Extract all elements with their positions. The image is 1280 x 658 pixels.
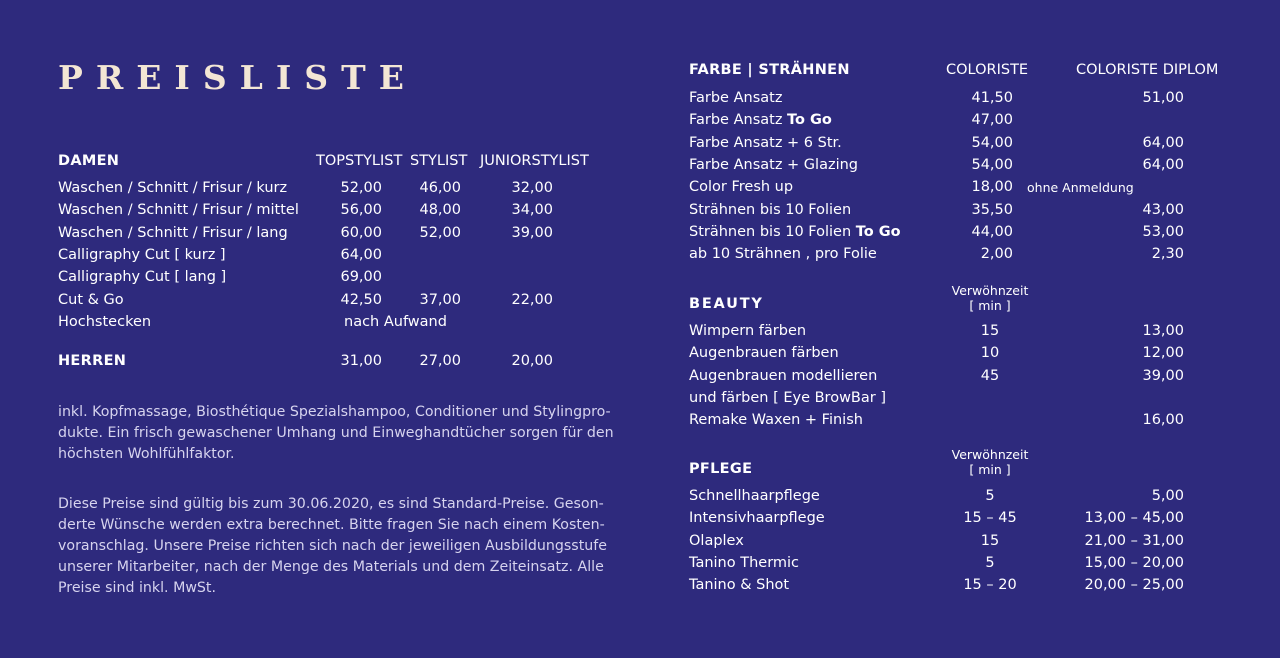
stylist-price: 37,00 — [419, 291, 461, 308]
col-juniorstylist: JUNIORSTYLIST — [480, 153, 589, 169]
time-header-unit: [ min ] — [969, 462, 1011, 477]
to-go-label: To Go — [787, 112, 832, 129]
service-label: Calligraphy Cut [ kurz ] — [58, 246, 226, 263]
service-label: Augenbrauen modellieren — [689, 367, 878, 384]
herren-stylist-price: 27,00 — [419, 353, 461, 369]
price-row — [0, 132, 1280, 154]
coloriste-price: 18,00 — [971, 179, 1013, 196]
top-price: 42,50 — [340, 291, 382, 308]
price-row — [0, 485, 1280, 507]
farbe-heading: FARBE | STRÄHNEN — [689, 62, 850, 78]
service-label: Hochstecken — [58, 313, 152, 330]
top-price: 60,00 — [340, 224, 382, 241]
price-row — [0, 266, 640, 288]
service-label: Tanino & Shot — [689, 577, 790, 594]
duration-minutes: 10 — [980, 345, 1000, 362]
service-price: 20,00 – 25,00 — [1084, 577, 1184, 594]
price-row — [0, 154, 1280, 176]
service-price: 5,00 — [1151, 488, 1184, 504]
service-label-text: Farbe Ansatz + Glazing — [689, 156, 858, 173]
damen-heading: DAMEN — [58, 153, 120, 169]
service-label: Waschen / Schnitt / Frisur / kurz — [58, 180, 288, 196]
note-line: höchsten Wohlfühlfaktor. — [58, 446, 235, 462]
service-price: 13,00 – 45,00 — [1084, 510, 1184, 527]
top-price: 64,00 — [340, 246, 382, 263]
service-label: Waschen / Schnitt / Frisur / mittel — [58, 202, 299, 219]
price-row — [0, 221, 1280, 243]
service-label — [689, 221, 901, 243]
service-label: Wimpern färben — [689, 323, 807, 339]
top-price: 56,00 — [340, 202, 382, 219]
price-row — [0, 87, 1280, 109]
service-label-text: Color Fresh up — [689, 179, 794, 196]
coloriste-diplom-price: 2,30 — [1151, 246, 1184, 263]
price-row — [0, 387, 1280, 409]
junior-price: 34,00 — [511, 202, 553, 219]
coloriste-price: 54,00 — [971, 156, 1013, 173]
service-label-text: Farbe Ansatz — [689, 90, 783, 106]
to-go-label: To Go — [855, 223, 901, 240]
service-label — [689, 176, 793, 198]
note-line: unserer Mitarbeiter, nach der Menge des Materials und dem Zeiteinsatz. Alle — [58, 559, 604, 575]
service-label: Waschen / Schnitt / Frisur / lang — [58, 224, 288, 241]
price-row — [0, 507, 1280, 529]
service-label — [689, 109, 832, 131]
junior-price: 22,00 — [511, 291, 553, 308]
service-label — [689, 199, 851, 221]
duration-minutes: 45 — [980, 367, 1000, 384]
service-price: 12,00 — [1142, 345, 1184, 362]
service-price: 16,00 — [1142, 412, 1184, 429]
price-row — [0, 289, 640, 311]
price-row — [0, 574, 1280, 596]
coloriste-price: 2,00 — [980, 246, 1013, 263]
beauty-time-header — [940, 283, 1040, 313]
service-label-text: Strähnen bis 10 Folien — [689, 201, 852, 218]
service-label — [689, 87, 782, 109]
note-line: inkl. Kopfmassage, Biosthétique Spezialshampoo, Conditioner und Stylingpro- — [58, 404, 611, 420]
price-row — [0, 530, 1280, 552]
time-header-label: Verwöhnzeit — [951, 283, 1029, 298]
herren-heading: HERREN — [58, 353, 127, 369]
service-price: 21,00 – 31,00 — [1084, 532, 1184, 549]
duration-minutes: 15 — [980, 323, 1000, 339]
service-label: Augenbrauen färben — [689, 345, 839, 362]
coloriste-diplom-price: 64,00 — [1142, 156, 1184, 173]
time-header-label: Verwöhnzeit — [951, 447, 1029, 462]
duration-minutes: 5 — [985, 488, 995, 504]
service-label-text: Farbe Ansatz + 6 Str. — [689, 134, 842, 151]
price-row — [0, 409, 1280, 431]
farbe-header-row — [0, 59, 1280, 81]
duration-minutes: 5 — [985, 554, 995, 571]
service-label-text: ab 10 Strähnen , pro Folie — [689, 246, 877, 263]
duration-minutes: 15 – 20 — [963, 577, 1017, 594]
service-label: Schnellhaarpflege — [689, 488, 820, 504]
beauty-heading: BEAUTY — [689, 296, 764, 312]
col-coloriste-diplom: COLORISTE DIPLOM — [1076, 62, 1219, 78]
time-header-unit: [ min ] — [969, 298, 1011, 313]
pflege-heading: PFLEGE — [689, 461, 753, 477]
col-topstylist: TOPSTYLIST — [316, 153, 403, 169]
price-row — [0, 320, 1280, 342]
service-label: Cut & Go — [58, 291, 124, 308]
service-label: Tanino Thermic — [689, 554, 800, 571]
coloriste-diplom-price: 43,00 — [1142, 201, 1184, 218]
herren-top-price: 31,00 — [340, 353, 382, 369]
stylist-price: 52,00 — [419, 224, 461, 241]
coloriste-diplom-price: 53,00 — [1142, 223, 1184, 240]
color-fresh-note: ohne Anmeldung — [1027, 180, 1134, 195]
coloriste-diplom-price: 51,00 — [1142, 90, 1184, 106]
price-row — [0, 243, 1280, 265]
coloriste-price: 44,00 — [971, 223, 1013, 240]
service-price: 39,00 — [1142, 367, 1184, 384]
coloriste-price: 54,00 — [971, 134, 1013, 151]
top-price: 69,00 — [340, 269, 382, 286]
coloriste-price: 41,50 — [971, 90, 1013, 106]
price-row — [0, 109, 1280, 131]
note-line: dukte. Ein frisch gewaschener Umhang und Einweghandtücher sorgen für den — [58, 425, 614, 441]
service-label — [689, 154, 858, 176]
service-label-text: Farbe Ansatz — [689, 112, 788, 129]
coloriste-price: 35,50 — [971, 201, 1013, 218]
price-row — [0, 552, 1280, 574]
service-label: Calligraphy Cut [ lang ] — [58, 269, 227, 286]
duration-minutes: 15 — [980, 532, 1000, 549]
page-title: PREISLISTE — [58, 58, 417, 97]
stylist-price: 48,00 — [419, 202, 461, 219]
junior-price: 39,00 — [511, 224, 553, 241]
service-label: Olaplex — [689, 532, 744, 549]
service-label — [689, 132, 842, 154]
note-line: Diese Preise sind gültig bis zum 30.06.2020, es sind Standard-Preise. Geson- — [58, 496, 604, 512]
top-price: nach Aufwand — [344, 313, 447, 330]
note-line: derte Wünsche werden extra berechnet. Bitte fragen Sie nach einem Kosten- — [58, 517, 605, 533]
stylist-price: 46,00 — [419, 180, 461, 196]
herren-junior-price: 20,00 — [511, 353, 553, 369]
note-line: voranschlag. Unsere Preise richten sich nach der jeweiligen Ausbildungsstufe — [58, 538, 607, 554]
top-price: 52,00 — [340, 180, 382, 196]
junior-price: 32,00 — [511, 180, 553, 196]
service-price: 15,00 – 20,00 — [1084, 554, 1184, 571]
note-line: Preise sind inkl. MwSt. — [58, 580, 217, 596]
col-stylist: STYLIST — [410, 153, 468, 169]
coloriste-price: 47,00 — [971, 112, 1013, 129]
price-row — [0, 199, 1280, 221]
pflege-time-header — [940, 447, 1040, 477]
service-label: Intensivhaarpflege — [689, 510, 825, 527]
service-label — [689, 243, 877, 265]
price-row — [0, 342, 1280, 364]
coloriste-diplom-price: 64,00 — [1142, 134, 1184, 151]
duration-minutes: 15 – 45 — [963, 510, 1017, 527]
service-label: und färben [ Eye BrowBar ] — [689, 389, 886, 406]
price-row — [0, 365, 1280, 387]
service-price: 13,00 — [1142, 323, 1184, 339]
col-coloriste: COLORISTE — [946, 62, 1029, 78]
service-label: Remake Waxen + Finish — [689, 412, 863, 429]
service-label-text: Strähnen bis 10 Folien — [689, 223, 856, 240]
